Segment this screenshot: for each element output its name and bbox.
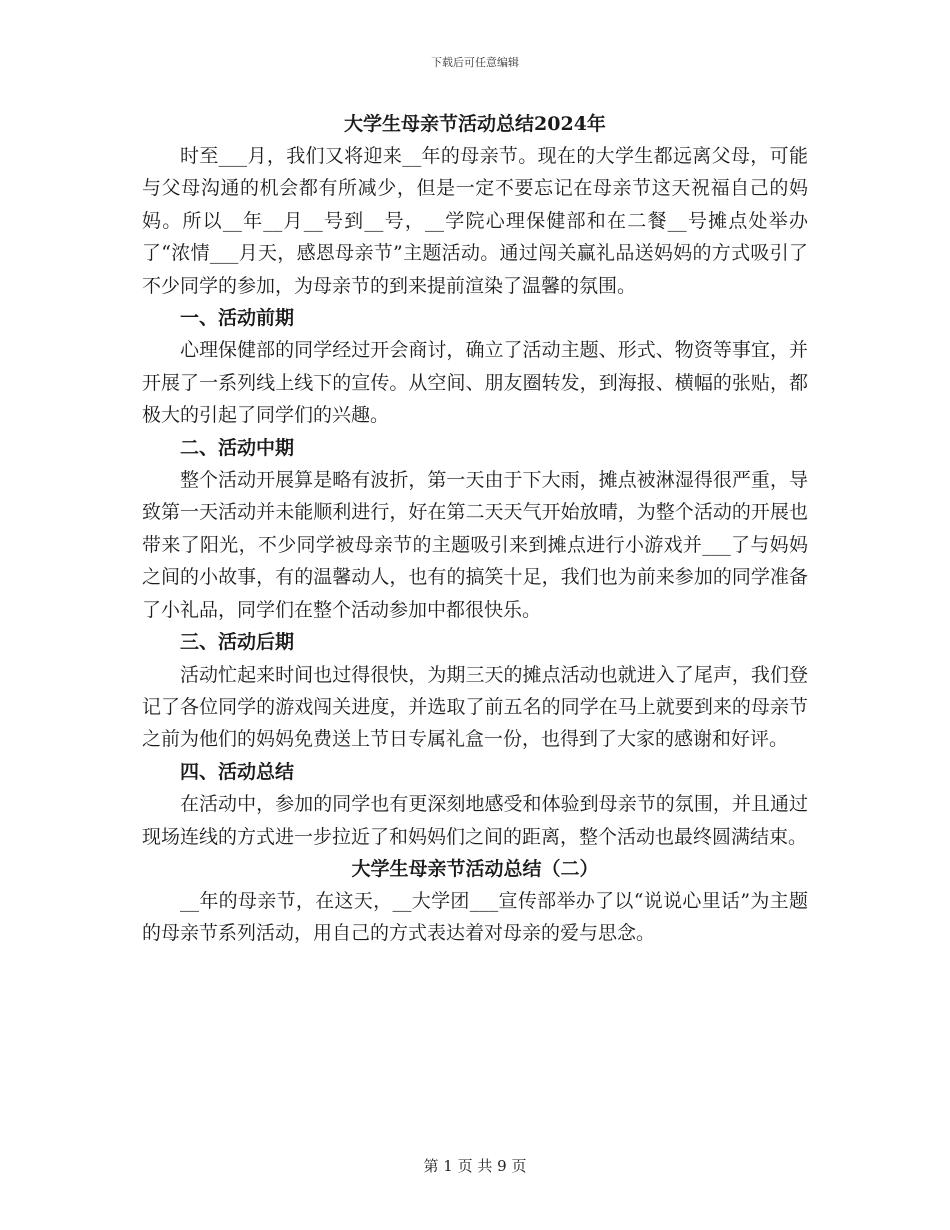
section-heading: 四、活动总结 xyxy=(180,760,295,783)
section-paragraph: 在活动中，参加的同学也有更深刻地感受和体验到母亲节的氛围，并且通过现场连线的方式进一步拉近了和妈妈们之间的距离，整个活动也最终圆满结束。 xyxy=(142,793,808,848)
section-paragraph: 心理保健部的同学经过开会商讨，确立了活动主题、形式、物资等事宜，并开展了一系列线上线下的宣传。从空间、朋友圈转发，到海报、横幅的张贴，都极大的引起了同学们的兴趣。 xyxy=(142,339,808,427)
second-title: 大学生母亲节活动总结（二） xyxy=(351,857,599,880)
section-1 xyxy=(142,302,808,432)
section-heading: 二、活动中期 xyxy=(180,436,295,459)
section-heading: 一、活动前期 xyxy=(180,307,295,330)
section-4 xyxy=(142,756,808,853)
section-paragraph: 整个活动开展算是略有波折，第一天由于下大雨，摊点被淋湿得很严重，导致第一天活动并未能顺利进行，好在第二天天气开始放晴，为整个活动的开展也带来了阳光，不少同学被母亲节的主题吸引来到摊点进行小游戏并___了与妈妈之间的小故事，有的温馨动人，也有的搞笑十足，我们也为前来参加的同学准备了小礼品，同学们在整个活动参加中都很快乐。 xyxy=(142,469,808,621)
document-body xyxy=(142,108,808,950)
section-heading: 三、活动后期 xyxy=(180,631,295,654)
section-3 xyxy=(142,626,808,756)
section-2 xyxy=(142,432,808,626)
document-title: 大学生母亲节活动总结2024年 xyxy=(344,113,606,135)
page-footer: 第 1 页 共 9 页 xyxy=(423,1157,527,1175)
intro-paragraph: 时至___月，我们又将迎来__年的母亲节。现在的大学生都远离父母，可能与父母沟通的机会都有所减少，但是一定不要忘记在母亲节这天祝福自己的妈妈。所以__年__月__号到__号，__学院心理保健部和在二餐__号摊点处举办了“浓情___月天，感恩母亲节”主题活动。通过闯关赢礼品送妈妈的方式吸引了不少同学的参加，为母亲节的到来提前渲染了温馨的氛围。 xyxy=(142,145,808,297)
second-paragraph: __年的母亲节，在这天，__大学团___宣传部举办了以“说说心里话”为主题的母亲节系列活动，用自己的方式表达着对母亲的爱与思念。 xyxy=(142,889,808,945)
section-paragraph: 活动忙起来时间也过得很快，为期三天的摊点活动也就进入了尾声，我们登记了各位同学的游戏闯关进度，并选取了前五名的同学在马上就要到来的母亲节之前为他们的妈妈免费送上节日专属礼盒一份，也得到了大家的感谢和好评。 xyxy=(142,663,808,751)
header-note: 下载后可任意编辑 xyxy=(431,56,519,69)
